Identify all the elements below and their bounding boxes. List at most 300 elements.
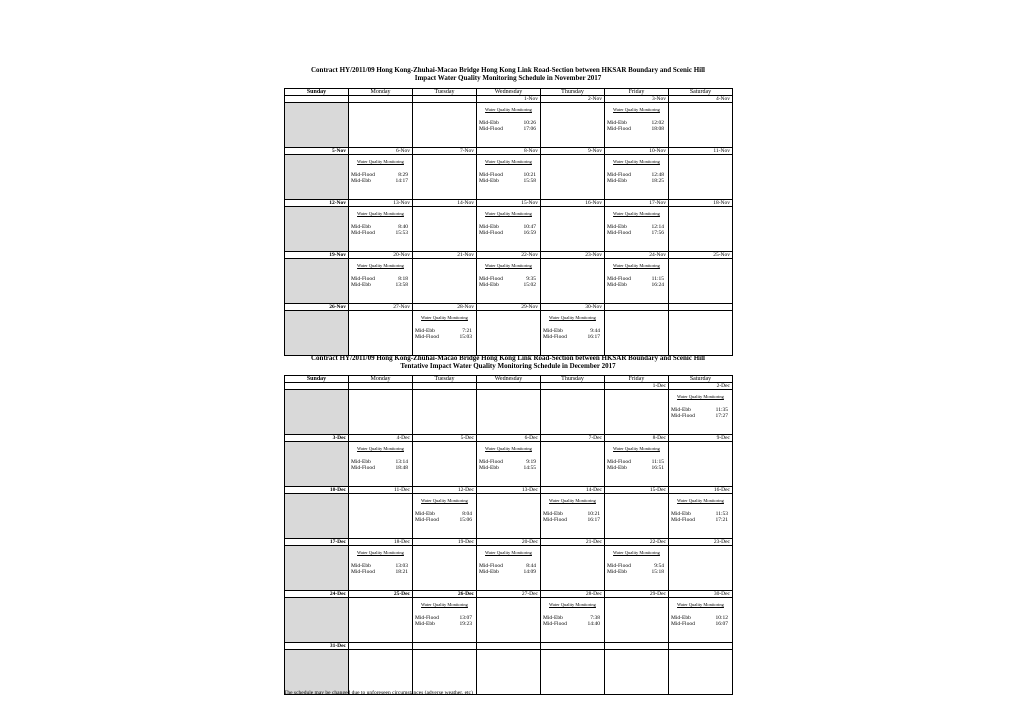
day-cell bbox=[541, 259, 605, 304]
tide-label: Mid-Ebb bbox=[415, 328, 435, 334]
day-cell bbox=[285, 598, 349, 643]
day-cell bbox=[285, 311, 349, 356]
date-label: 2-Dec bbox=[669, 383, 733, 390]
day-cell bbox=[413, 207, 477, 252]
tide-entry bbox=[605, 569, 668, 575]
day-cell bbox=[285, 390, 349, 435]
day-cell bbox=[477, 494, 541, 539]
weekday-header: Friday bbox=[605, 376, 669, 383]
tide-time: 9:54 bbox=[654, 563, 664, 569]
nov-title-line1: Contract HY/2011/09 Hong Kong-Zhuhai-Macao Bridge Hong Kong Link Road-Section between HKSAR Boundary and Scenic Hill bbox=[311, 66, 705, 74]
date-label: 10-Nov bbox=[605, 148, 669, 155]
tide-label: Mid-Flood bbox=[415, 334, 439, 340]
tide-label: Mid-Ebb bbox=[479, 569, 499, 575]
date-label bbox=[413, 383, 477, 390]
tide-time: 13:58 bbox=[395, 282, 408, 288]
monitoring-heading: Water Quality Monitoring bbox=[357, 211, 404, 216]
monitoring-heading: Water Quality Monitoring bbox=[549, 315, 596, 320]
monitoring-heading: Water Quality Monitoring bbox=[421, 602, 468, 607]
day-cell bbox=[541, 442, 605, 487]
tide-time: 15:18 bbox=[651, 569, 664, 575]
day-content-row bbox=[285, 546, 733, 591]
tide-label: Mid-Ebb bbox=[607, 120, 627, 126]
date-label: 26-Dec bbox=[413, 591, 477, 598]
date-label bbox=[413, 643, 477, 650]
tide-time: 11:53 bbox=[715, 511, 728, 517]
date-label: 9-Dec bbox=[669, 435, 733, 442]
tide-entry bbox=[349, 178, 412, 184]
day-cell bbox=[285, 442, 349, 487]
tide-time: 17:21 bbox=[715, 517, 728, 523]
tide-entry bbox=[477, 178, 540, 184]
day-cell bbox=[541, 103, 605, 148]
day-cell bbox=[477, 207, 541, 252]
weekday-header: Sunday bbox=[285, 89, 349, 96]
tide-entry bbox=[541, 621, 604, 627]
tide-entry bbox=[477, 230, 540, 236]
tide-time: 11:15 bbox=[651, 276, 664, 282]
tide-entry bbox=[349, 282, 412, 288]
date-label: 16-Nov bbox=[541, 200, 605, 207]
date-label bbox=[349, 643, 413, 650]
monitoring-heading: Water Quality Monitoring bbox=[357, 446, 404, 451]
tide-label: Mid-Ebb bbox=[607, 465, 627, 471]
tide-label: Mid-Ebb bbox=[479, 224, 499, 230]
tide-time: 15:06 bbox=[459, 517, 472, 523]
date-label: 24-Dec bbox=[285, 591, 349, 598]
weekday-header: Saturday bbox=[669, 89, 733, 96]
date-label: 17-Dec bbox=[285, 539, 349, 546]
day-cell bbox=[605, 650, 669, 695]
date-label: 28-Nov bbox=[413, 304, 477, 311]
day-cell bbox=[605, 390, 669, 435]
tide-entry bbox=[669, 413, 732, 419]
date-label: 11-Nov bbox=[669, 148, 733, 155]
date-label: 23-Nov bbox=[541, 252, 605, 259]
monitoring-heading: Water Quality Monitoring bbox=[613, 159, 660, 164]
day-cell bbox=[669, 311, 733, 356]
date-label: 3-Nov bbox=[605, 96, 669, 103]
monitoring-heading: Water Quality Monitoring bbox=[357, 550, 404, 555]
tide-entry bbox=[349, 230, 412, 236]
day-cell bbox=[285, 494, 349, 539]
date-row bbox=[285, 539, 733, 546]
date-row bbox=[285, 252, 733, 259]
day-cell bbox=[477, 311, 541, 356]
day-cell bbox=[413, 650, 477, 695]
tide-entry bbox=[605, 282, 668, 288]
weekday-header-row bbox=[285, 376, 733, 383]
tide-label: Mid-Flood bbox=[351, 230, 375, 236]
tide-label: Mid-Flood bbox=[543, 621, 567, 627]
day-cell bbox=[541, 155, 605, 200]
tide-label: Mid-Ebb bbox=[479, 282, 499, 288]
tide-entry bbox=[477, 126, 540, 132]
date-label bbox=[541, 383, 605, 390]
day-cell bbox=[413, 546, 477, 591]
tide-time: 16:17 bbox=[587, 517, 600, 523]
date-row bbox=[285, 383, 733, 390]
tide-entry bbox=[605, 178, 668, 184]
weekday-header: Sunday bbox=[285, 376, 349, 383]
day-cell bbox=[669, 546, 733, 591]
weekday-header: Tuesday bbox=[413, 376, 477, 383]
date-label: 7-Nov bbox=[413, 148, 477, 155]
date-label: 22-Dec bbox=[605, 539, 669, 546]
tide-entry bbox=[413, 334, 476, 340]
date-label bbox=[541, 643, 605, 650]
date-label: 21-Nov bbox=[413, 252, 477, 259]
date-label: 18-Nov bbox=[669, 200, 733, 207]
tide-time: 9:19 bbox=[526, 459, 536, 465]
date-label bbox=[477, 383, 541, 390]
tide-entry bbox=[605, 465, 668, 471]
tide-time: 18:21 bbox=[395, 569, 408, 575]
date-row bbox=[285, 96, 733, 103]
day-cell bbox=[413, 390, 477, 435]
day-cell bbox=[349, 311, 413, 356]
tide-label: Mid-Flood bbox=[479, 276, 503, 282]
tide-label: Mid-Flood bbox=[607, 172, 631, 178]
monitoring-heading: Water Quality Monitoring bbox=[485, 107, 532, 112]
monitoring-heading: Water Quality Monitoring bbox=[613, 446, 660, 451]
tide-time: 15:03 bbox=[459, 334, 472, 340]
date-label: 14-Nov bbox=[413, 200, 477, 207]
tide-time: 14:17 bbox=[395, 178, 408, 184]
weekday-header: Monday bbox=[349, 376, 413, 383]
tide-time: 18:25 bbox=[651, 178, 664, 184]
weekday-header: Thursday bbox=[541, 89, 605, 96]
day-cell bbox=[477, 155, 541, 200]
date-label: 16-Dec bbox=[669, 487, 733, 494]
tide-time: 9:44 bbox=[590, 328, 600, 334]
date-label: 30-Dec bbox=[669, 591, 733, 598]
day-cell bbox=[349, 442, 413, 487]
day-cell bbox=[285, 546, 349, 591]
date-label: 31-Dec bbox=[285, 643, 349, 650]
tide-label: Mid-Flood bbox=[479, 172, 503, 178]
tide-label: Mid-Flood bbox=[415, 615, 439, 621]
weekday-header: Thursday bbox=[541, 376, 605, 383]
date-label: 5-Dec bbox=[413, 435, 477, 442]
weekday-header-row bbox=[285, 89, 733, 96]
tide-entry bbox=[477, 282, 540, 288]
dec-title-line2: Tentative Impact Water Quality Monitoring Schedule in December 2017 bbox=[400, 362, 616, 370]
day-cell bbox=[605, 207, 669, 252]
date-row bbox=[285, 591, 733, 598]
day-cell bbox=[413, 259, 477, 304]
tide-time: 17:27 bbox=[715, 413, 728, 419]
tide-label: Mid-Ebb bbox=[671, 511, 691, 517]
date-label: 20-Dec bbox=[477, 539, 541, 546]
date-label: 17-Nov bbox=[605, 200, 669, 207]
tide-entry bbox=[413, 621, 476, 627]
date-label: 22-Nov bbox=[477, 252, 541, 259]
day-cell bbox=[605, 155, 669, 200]
day-cell bbox=[349, 390, 413, 435]
date-label: 6-Dec bbox=[477, 435, 541, 442]
tide-time: 15:58 bbox=[523, 178, 536, 184]
tide-label: Mid-Flood bbox=[607, 459, 631, 465]
tide-label: Mid-Flood bbox=[415, 517, 439, 523]
tide-label: Mid-Flood bbox=[671, 621, 695, 627]
day-cell bbox=[605, 311, 669, 356]
monitoring-heading: Water Quality Monitoring bbox=[613, 550, 660, 555]
tide-label: Mid-Ebb bbox=[479, 465, 499, 471]
tide-label: Mid-Flood bbox=[351, 276, 375, 282]
day-cell bbox=[669, 390, 733, 435]
day-cell bbox=[541, 650, 605, 695]
tide-label: Mid-Ebb bbox=[351, 563, 371, 569]
monitoring-heading: Water Quality Monitoring bbox=[357, 159, 404, 164]
tide-label: Mid-Ebb bbox=[415, 511, 435, 517]
tide-label: Mid-Ebb bbox=[607, 569, 627, 575]
day-cell bbox=[669, 103, 733, 148]
tide-label: Mid-Ebb bbox=[607, 224, 627, 230]
day-cell bbox=[413, 103, 477, 148]
monitoring-heading: Water Quality Monitoring bbox=[677, 394, 724, 399]
date-label: 4-Dec bbox=[349, 435, 413, 442]
day-cell bbox=[413, 311, 477, 356]
tide-time: 15:02 bbox=[523, 282, 536, 288]
tide-time: 14:09 bbox=[523, 569, 536, 575]
tide-label: Mid-Ebb bbox=[607, 178, 627, 184]
day-cell bbox=[477, 546, 541, 591]
tide-label: Mid-Flood bbox=[351, 465, 375, 471]
date-label bbox=[605, 304, 669, 311]
tide-time: 11:35 bbox=[715, 407, 728, 413]
monitoring-heading: Water Quality Monitoring bbox=[613, 263, 660, 268]
tide-label: Mid-Ebb bbox=[607, 282, 627, 288]
tide-entry bbox=[669, 621, 732, 627]
day-content-row bbox=[285, 442, 733, 487]
tide-label: Mid-Flood bbox=[351, 172, 375, 178]
tide-label: Mid-Flood bbox=[607, 563, 631, 569]
tide-label: Mid-Ebb bbox=[351, 459, 371, 465]
date-label: 25-Nov bbox=[669, 252, 733, 259]
date-label: 9-Nov bbox=[541, 148, 605, 155]
weekday-header: Wednesday bbox=[477, 376, 541, 383]
tide-label: Mid-Flood bbox=[479, 126, 503, 132]
date-label: 12-Nov bbox=[285, 200, 349, 207]
tide-entry bbox=[477, 465, 540, 471]
tide-time: 10:47 bbox=[523, 224, 536, 230]
date-label: 18-Dec bbox=[349, 539, 413, 546]
december-calendar bbox=[284, 375, 733, 695]
day-cell bbox=[285, 650, 349, 695]
tide-label: Mid-Flood bbox=[479, 230, 503, 236]
date-label: 11-Dec bbox=[349, 487, 413, 494]
monitoring-heading: Water Quality Monitoring bbox=[613, 107, 660, 112]
date-row bbox=[285, 200, 733, 207]
date-label bbox=[349, 383, 413, 390]
monitoring-heading: Water Quality Monitoring bbox=[549, 602, 596, 607]
tide-label: Mid-Flood bbox=[479, 563, 503, 569]
monitoring-heading: Water Quality Monitoring bbox=[421, 315, 468, 320]
date-label: 19-Dec bbox=[413, 539, 477, 546]
tide-time: 15:53 bbox=[395, 230, 408, 236]
day-cell bbox=[605, 598, 669, 643]
weekday-header: Saturday bbox=[669, 376, 733, 383]
date-label: 26-Nov bbox=[285, 304, 349, 311]
tide-time: 13:14 bbox=[395, 459, 408, 465]
date-label bbox=[605, 643, 669, 650]
tide-time: 13:03 bbox=[395, 563, 408, 569]
day-cell bbox=[477, 442, 541, 487]
date-label: 24-Nov bbox=[605, 252, 669, 259]
date-label: 25-Dec bbox=[349, 591, 413, 598]
day-cell bbox=[349, 103, 413, 148]
tide-label: Mid-Flood bbox=[543, 334, 567, 340]
weekday-header: Tuesday bbox=[413, 89, 477, 96]
day-cell bbox=[541, 598, 605, 643]
monitoring-heading: Water Quality Monitoring bbox=[357, 263, 404, 268]
monitoring-heading: Water Quality Monitoring bbox=[677, 498, 724, 503]
day-content-row bbox=[285, 650, 733, 695]
tide-time: 10:21 bbox=[523, 172, 536, 178]
day-cell bbox=[605, 442, 669, 487]
date-label: 27-Dec bbox=[477, 591, 541, 598]
tide-label: Mid-Flood bbox=[607, 126, 631, 132]
date-label: 14-Dec bbox=[541, 487, 605, 494]
november-calendar bbox=[284, 88, 733, 356]
day-content-row bbox=[285, 390, 733, 435]
tide-label: Mid-Flood bbox=[607, 276, 631, 282]
tide-time: 17:56 bbox=[651, 230, 664, 236]
monitoring-heading: Water Quality Monitoring bbox=[485, 159, 532, 164]
date-label: 29-Dec bbox=[605, 591, 669, 598]
date-label: 8-Nov bbox=[477, 148, 541, 155]
monitoring-heading: Water Quality Monitoring bbox=[613, 211, 660, 216]
date-row bbox=[285, 435, 733, 442]
tide-entry bbox=[413, 517, 476, 523]
tide-time: 14:55 bbox=[523, 465, 536, 471]
tide-entry bbox=[605, 230, 668, 236]
footnote: The schedule may be changed due to unforeseen circumstances (adverse weather, etc) bbox=[284, 690, 473, 696]
tide-entry bbox=[541, 517, 604, 523]
tide-time: 18:08 bbox=[651, 126, 664, 132]
date-label: 20-Nov bbox=[349, 252, 413, 259]
day-content-row bbox=[285, 494, 733, 539]
day-cell bbox=[669, 155, 733, 200]
date-label: 1-Dec bbox=[605, 383, 669, 390]
tide-entry bbox=[541, 334, 604, 340]
tide-entry bbox=[349, 465, 412, 471]
date-label bbox=[669, 643, 733, 650]
tide-time: 10:21 bbox=[587, 511, 600, 517]
day-cell bbox=[285, 155, 349, 200]
tide-label: Mid-Ebb bbox=[351, 282, 371, 288]
date-row bbox=[285, 304, 733, 311]
day-cell bbox=[413, 598, 477, 643]
date-label: 15-Dec bbox=[605, 487, 669, 494]
tide-time: 16:59 bbox=[523, 230, 536, 236]
day-cell bbox=[349, 207, 413, 252]
day-content-row bbox=[285, 155, 733, 200]
date-label: 4-Nov bbox=[669, 96, 733, 103]
monitoring-heading: Water Quality Monitoring bbox=[485, 211, 532, 216]
day-cell bbox=[669, 259, 733, 304]
date-label bbox=[669, 304, 733, 311]
day-content-row bbox=[285, 311, 733, 356]
tide-time: 12:14 bbox=[651, 224, 664, 230]
monitoring-heading: Water Quality Monitoring bbox=[485, 550, 532, 555]
weekday-header: Monday bbox=[349, 89, 413, 96]
date-row bbox=[285, 148, 733, 155]
tide-label: Mid-Ebb bbox=[479, 178, 499, 184]
date-label: 7-Dec bbox=[541, 435, 605, 442]
day-cell bbox=[349, 494, 413, 539]
tide-time: 12:48 bbox=[651, 172, 664, 178]
monitoring-heading: Water Quality Monitoring bbox=[677, 602, 724, 607]
tide-time: 10:12 bbox=[715, 615, 728, 621]
tide-time: 16:24 bbox=[651, 282, 664, 288]
date-label: 13-Nov bbox=[349, 200, 413, 207]
day-cell bbox=[477, 650, 541, 695]
day-content-row bbox=[285, 207, 733, 252]
date-label: 15-Nov bbox=[477, 200, 541, 207]
monitoring-heading: Water Quality Monitoring bbox=[549, 498, 596, 503]
tide-label: Mid-Ebb bbox=[479, 120, 499, 126]
tide-entry bbox=[349, 569, 412, 575]
date-label bbox=[285, 383, 349, 390]
day-cell bbox=[541, 494, 605, 539]
day-cell bbox=[541, 311, 605, 356]
monitoring-heading: Water Quality Monitoring bbox=[485, 446, 532, 451]
nov-title-line2: Impact Water Quality Monitoring Schedule in November 2017 bbox=[414, 74, 602, 82]
date-label: 28-Dec bbox=[541, 591, 605, 598]
tide-time: 7:38 bbox=[590, 615, 600, 621]
date-row bbox=[285, 643, 733, 650]
tide-label: Mid-Ebb bbox=[543, 328, 563, 334]
day-cell bbox=[285, 259, 349, 304]
day-cell bbox=[605, 103, 669, 148]
day-cell bbox=[285, 103, 349, 148]
tide-time: 17:06 bbox=[523, 126, 536, 132]
date-label: 19-Nov bbox=[285, 252, 349, 259]
tide-time: 18:48 bbox=[395, 465, 408, 471]
tide-time: 8:04 bbox=[462, 511, 472, 517]
day-cell bbox=[669, 598, 733, 643]
day-cell bbox=[349, 155, 413, 200]
tide-entry bbox=[477, 569, 540, 575]
day-cell bbox=[541, 390, 605, 435]
nov-title bbox=[284, 66, 732, 82]
tide-time: 7:21 bbox=[462, 328, 472, 334]
day-cell bbox=[349, 650, 413, 695]
tide-time: 8:29 bbox=[398, 172, 408, 178]
tide-time: 12:02 bbox=[651, 120, 664, 126]
tide-label: Mid-Ebb bbox=[671, 407, 691, 413]
tide-time: 10:26 bbox=[523, 120, 536, 126]
date-label: 10-Dec bbox=[285, 487, 349, 494]
date-label bbox=[285, 96, 349, 103]
tide-time: 13:07 bbox=[459, 615, 472, 621]
date-label bbox=[413, 96, 477, 103]
day-content-row bbox=[285, 598, 733, 643]
tide-label: Mid-Ebb bbox=[671, 615, 691, 621]
tide-label: Mid-Flood bbox=[671, 413, 695, 419]
date-label: 12-Dec bbox=[413, 487, 477, 494]
tide-time: 8:44 bbox=[526, 563, 536, 569]
date-label bbox=[477, 643, 541, 650]
tide-entry bbox=[605, 126, 668, 132]
tide-label: Mid-Flood bbox=[543, 517, 567, 523]
tide-label: Mid-Ebb bbox=[351, 224, 371, 230]
day-content-row bbox=[285, 259, 733, 304]
date-label: 13-Dec bbox=[477, 487, 541, 494]
date-label: 21-Dec bbox=[541, 539, 605, 546]
